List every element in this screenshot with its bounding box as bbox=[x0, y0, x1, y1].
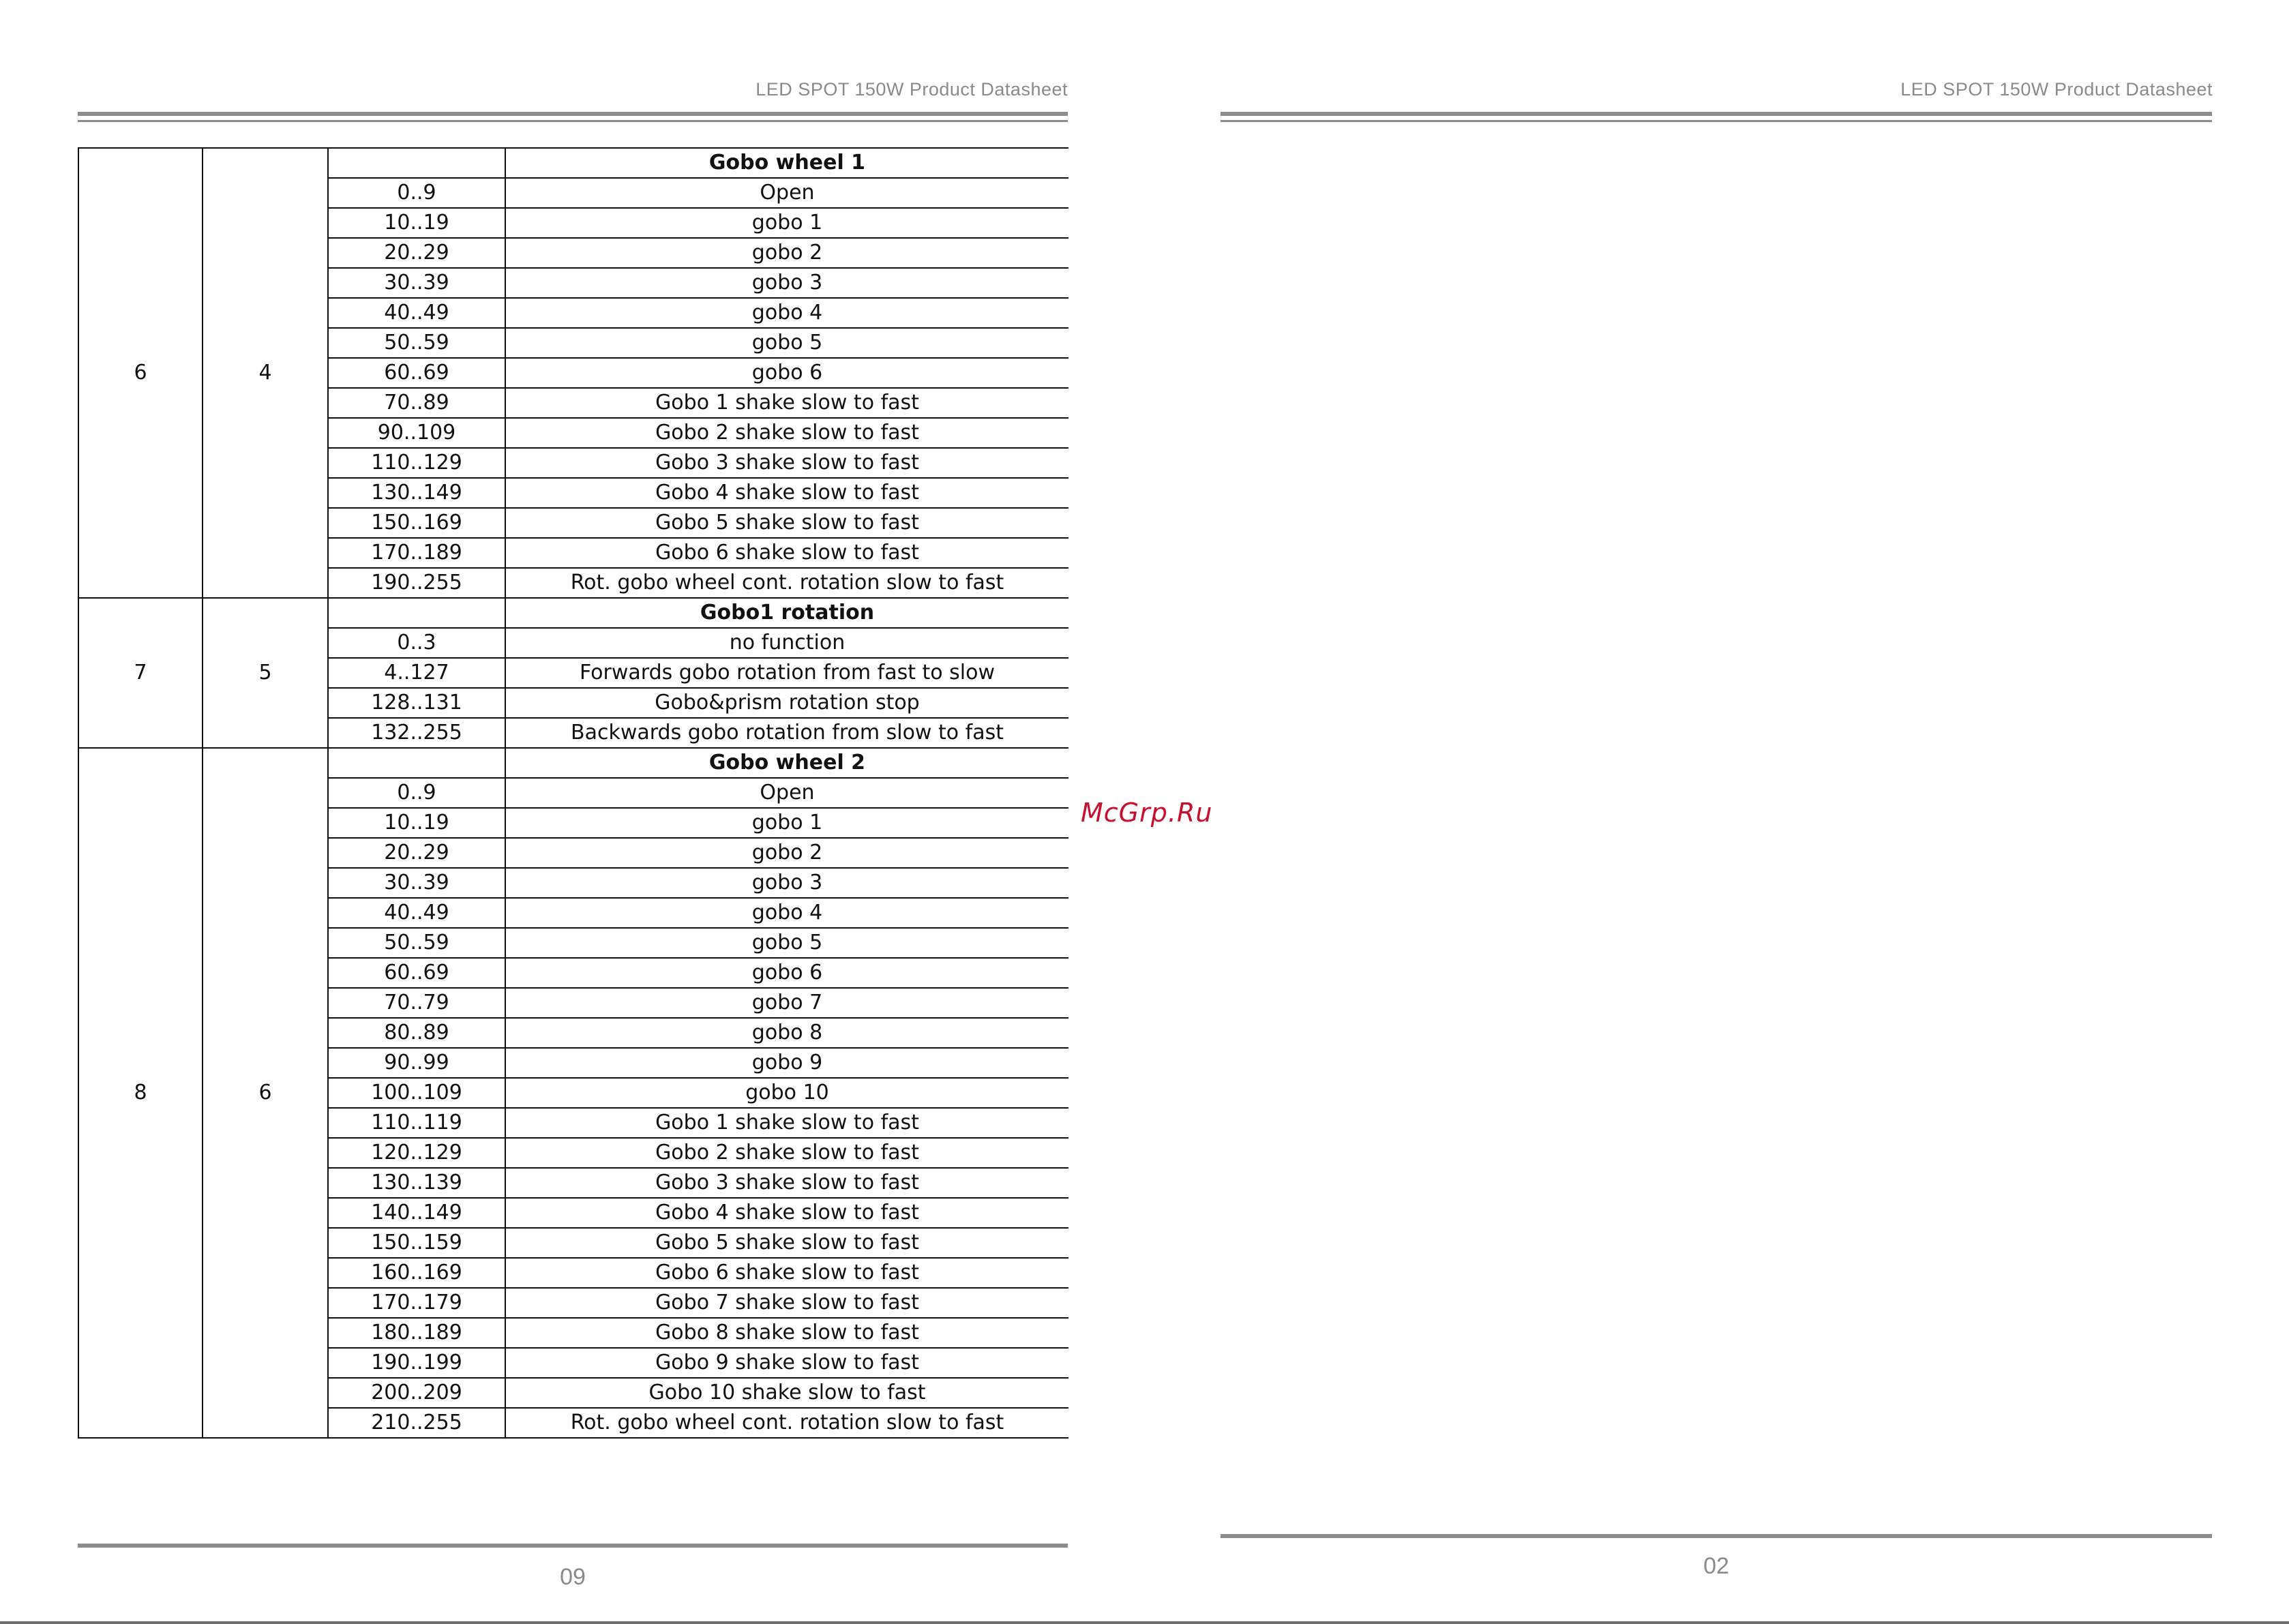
value-range-cell: 4..127 bbox=[328, 658, 505, 688]
page-number: 02 bbox=[1703, 1553, 1729, 1579]
footer-rule bbox=[1221, 1534, 2212, 1538]
function-cell: Backwards gobo rotation from slow to fast bbox=[505, 718, 1068, 748]
value-range-cell: 30..39 bbox=[328, 268, 505, 298]
function-cell: Open bbox=[505, 778, 1068, 808]
function-cell: no function bbox=[505, 628, 1068, 658]
function-cell: gobo 3 bbox=[505, 268, 1068, 298]
value-range-cell: 150..159 bbox=[328, 1228, 505, 1258]
function-heading-cell: Gobo wheel 2 bbox=[505, 748, 1068, 778]
function-cell: gobo 6 bbox=[505, 958, 1068, 988]
function-cell: gobo 1 bbox=[505, 808, 1068, 838]
value-range-cell: 110..119 bbox=[328, 1108, 505, 1138]
channel-number-cell: 7 bbox=[78, 598, 203, 748]
function-cell: Gobo 7 shake slow to fast bbox=[505, 1288, 1068, 1318]
function-cell: gobo 8 bbox=[505, 1018, 1068, 1048]
function-cell: Gobo 1 shake slow to fast bbox=[505, 1108, 1068, 1138]
value-range-cell: 160..169 bbox=[328, 1258, 505, 1288]
header-rule-thin bbox=[78, 120, 1068, 122]
header-rule-thick bbox=[1221, 112, 2212, 116]
watermark-logo: McGrp.Ru bbox=[1081, 798, 1213, 828]
function-cell: Gobo 4 shake slow to fast bbox=[505, 478, 1068, 508]
table-row bbox=[78, 598, 1068, 628]
value-range-cell: 70..89 bbox=[328, 388, 505, 418]
value-range-cell: 80..89 bbox=[328, 1018, 505, 1048]
value-range-cell: 0..9 bbox=[328, 178, 505, 208]
value-range-cell: 200..209 bbox=[328, 1378, 505, 1408]
function-cell: Gobo 8 shake slow to fast bbox=[505, 1318, 1068, 1348]
value-range-cell: 10..19 bbox=[328, 808, 505, 838]
channel-number-cell: 8 bbox=[78, 748, 203, 1438]
page-header-title: LED SPOT 150W Product Datasheet bbox=[755, 79, 1068, 100]
value-range-cell: 90..109 bbox=[328, 418, 505, 448]
value-range-cell: 210..255 bbox=[328, 1408, 505, 1438]
channel-number-cell: 6 bbox=[203, 748, 328, 1438]
function-heading-cell: Gobo wheel 1 bbox=[505, 148, 1068, 178]
value-range-cell: 150..169 bbox=[328, 508, 505, 538]
function-cell: Rot. gobo wheel cont. rotation slow to fast bbox=[505, 568, 1068, 598]
function-cell: Gobo 4 shake slow to fast bbox=[505, 1198, 1068, 1228]
function-cell: Gobo&prism rotation stop bbox=[505, 688, 1068, 718]
function-cell: Gobo 5 shake slow to fast bbox=[505, 508, 1068, 538]
function-cell: Gobo 2 shake slow to fast bbox=[505, 418, 1068, 448]
value-range-cell: 170..179 bbox=[328, 1288, 505, 1318]
table-row bbox=[78, 148, 1068, 178]
channel-number-cell: 5 bbox=[203, 598, 328, 748]
function-cell: Gobo 2 shake slow to fast bbox=[505, 1138, 1068, 1168]
function-cell: gobo 4 bbox=[505, 898, 1068, 928]
dmx-channel-table bbox=[78, 147, 1068, 1439]
function-cell: Rot. gobo wheel cont. rotation slow to fast bbox=[505, 1408, 1068, 1438]
value-range-cell: 20..29 bbox=[328, 838, 505, 868]
channel-number-cell: 4 bbox=[203, 148, 328, 598]
value-range-cell bbox=[328, 598, 505, 628]
function-cell: Gobo 5 shake slow to fast bbox=[505, 1228, 1068, 1258]
value-range-cell: 40..49 bbox=[328, 298, 505, 328]
value-range-cell: 60..69 bbox=[328, 958, 505, 988]
bottom-edge bbox=[0, 1621, 2289, 1624]
function-cell: gobo 1 bbox=[505, 208, 1068, 238]
function-cell: Gobo 3 shake slow to fast bbox=[505, 1168, 1068, 1198]
page-header-title: LED SPOT 150W Product Datasheet bbox=[1900, 79, 2213, 100]
function-cell: gobo 5 bbox=[505, 328, 1068, 358]
function-cell: gobo 2 bbox=[505, 838, 1068, 868]
value-range-cell: 140..149 bbox=[328, 1198, 505, 1228]
function-cell: Open bbox=[505, 178, 1068, 208]
value-range-cell: 130..149 bbox=[328, 478, 505, 508]
value-range-cell: 0..3 bbox=[328, 628, 505, 658]
value-range-cell: 50..59 bbox=[328, 328, 505, 358]
header-rule-thick bbox=[78, 112, 1068, 116]
function-cell: gobo 4 bbox=[505, 298, 1068, 328]
value-range-cell: 50..59 bbox=[328, 928, 505, 958]
value-range-cell: 170..189 bbox=[328, 538, 505, 568]
value-range-cell: 60..69 bbox=[328, 358, 505, 388]
value-range-cell: 130..139 bbox=[328, 1168, 505, 1198]
function-cell: gobo 3 bbox=[505, 868, 1068, 898]
value-range-cell: 70..79 bbox=[328, 988, 505, 1018]
value-range-cell: 120..129 bbox=[328, 1138, 505, 1168]
function-cell: gobo 5 bbox=[505, 928, 1068, 958]
value-range-cell bbox=[328, 148, 505, 178]
table-row bbox=[78, 748, 1068, 778]
value-range-cell: 132..255 bbox=[328, 718, 505, 748]
function-heading-cell: Gobo1 rotation bbox=[505, 598, 1068, 628]
left-page bbox=[0, 0, 1144, 1624]
function-cell: Gobo 6 shake slow to fast bbox=[505, 538, 1068, 568]
function-cell: Gobo 6 shake slow to fast bbox=[505, 1258, 1068, 1288]
value-range-cell bbox=[328, 748, 505, 778]
value-range-cell: 20..29 bbox=[328, 238, 505, 268]
value-range-cell: 0..9 bbox=[328, 778, 505, 808]
value-range-cell: 190..255 bbox=[328, 568, 505, 598]
page-number: 09 bbox=[560, 1564, 586, 1590]
right-page bbox=[1144, 0, 2289, 1624]
footer-rule bbox=[78, 1544, 1068, 1548]
function-cell: Gobo 1 shake slow to fast bbox=[505, 388, 1068, 418]
value-range-cell: 180..189 bbox=[328, 1318, 505, 1348]
function-cell: Gobo 3 shake slow to fast bbox=[505, 448, 1068, 478]
value-range-cell: 30..39 bbox=[328, 868, 505, 898]
value-range-cell: 40..49 bbox=[328, 898, 505, 928]
value-range-cell: 100..109 bbox=[328, 1078, 505, 1108]
value-range-cell: 90..99 bbox=[328, 1048, 505, 1078]
function-cell: gobo 2 bbox=[505, 238, 1068, 268]
value-range-cell: 190..199 bbox=[328, 1348, 505, 1378]
function-cell: gobo 6 bbox=[505, 358, 1068, 388]
function-cell: Gobo 10 shake slow to fast bbox=[505, 1378, 1068, 1408]
value-range-cell: 110..129 bbox=[328, 448, 505, 478]
function-cell: gobo 10 bbox=[505, 1078, 1068, 1108]
header-rule-thin bbox=[1221, 120, 2212, 122]
value-range-cell: 10..19 bbox=[328, 208, 505, 238]
value-range-cell: 128..131 bbox=[328, 688, 505, 718]
function-cell: Forwards gobo rotation from fast to slow bbox=[505, 658, 1068, 688]
function-cell: Gobo 9 shake slow to fast bbox=[505, 1348, 1068, 1378]
function-cell: gobo 9 bbox=[505, 1048, 1068, 1078]
channel-number-cell: 6 bbox=[78, 148, 203, 598]
function-cell: gobo 7 bbox=[505, 988, 1068, 1018]
